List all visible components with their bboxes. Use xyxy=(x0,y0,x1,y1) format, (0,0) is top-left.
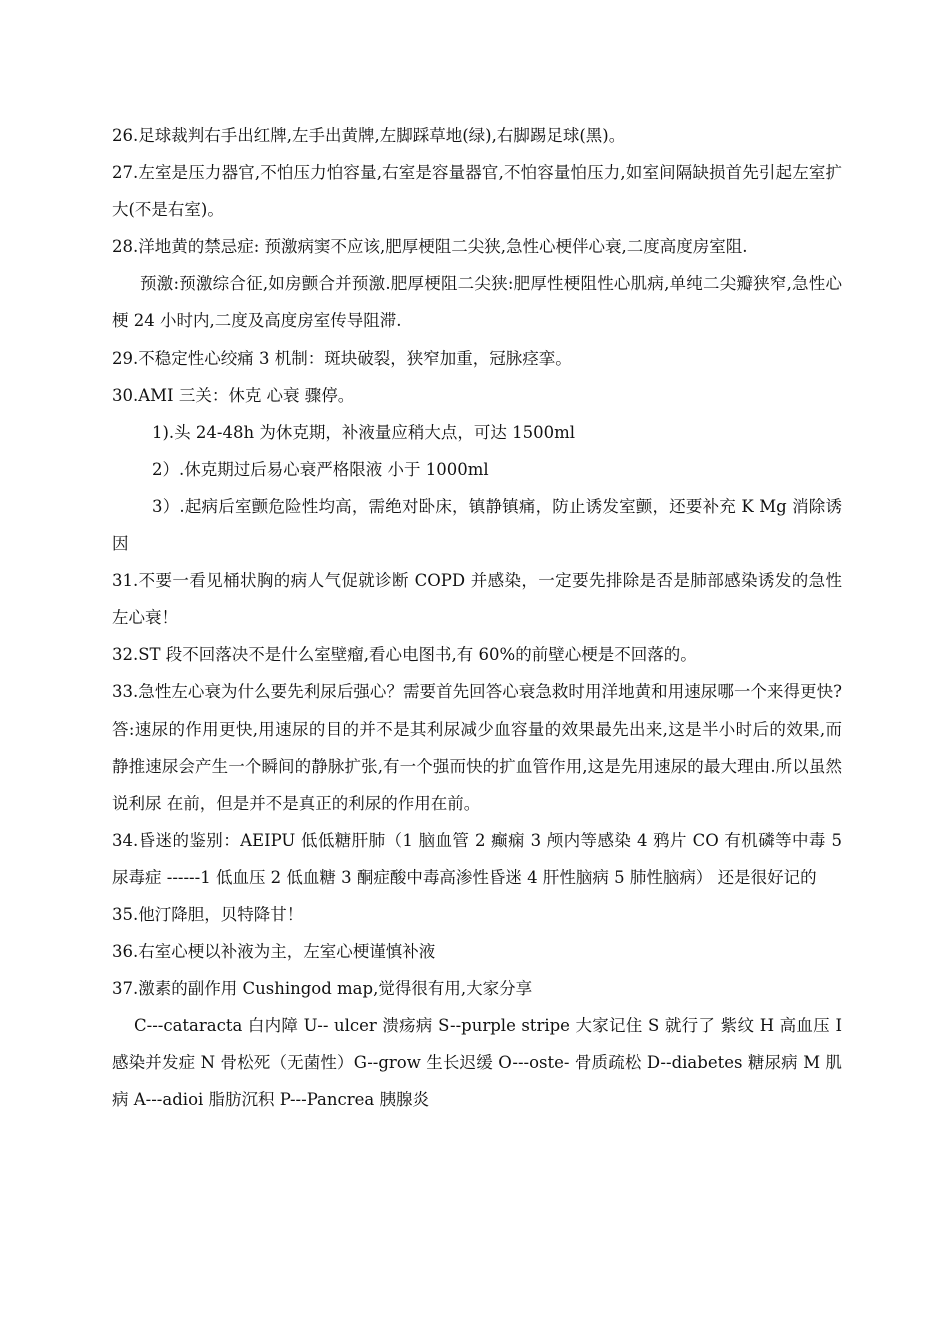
paragraph-35: 35.他汀降胆，贝特降甘！ xyxy=(112,904,304,924)
paragraph-34: 34.昏迷的鉴别：AEIPU 低低糖肝肺（1 脑血管 2 癫痫 3 颅内等感染 4 鸦片 CO 有机磷等中毒 5 尿毒症 ------1 低血压 2 低血糖 3 酮症酸中毒高渗性昏迷 4 肝性脑病 5 肺性脑病） 还是很好记的 xyxy=(112,830,842,887)
paragraph-27: 27.左室是压力器官,不怕压力怕容量,右室是容量器官,不怕容量怕压力,如室间隔缺损首先引起左室扩大(不是右室)。 xyxy=(112,163,842,220)
paragraph-28-note: 预激:预激综合征,如房颤合并预激.肥厚梗阻二尖狭:肥厚性梗阻性心肌病,单纯二尖瓣狭窄,急性心梗 24 小时内,二度及高度房室传导阻滞. xyxy=(112,274,842,331)
paragraph-32: 32.ST 段不回落决不是什么室壁瘤,看心电图书,有 60%的前壁心梗是不回落的。 xyxy=(112,645,697,665)
paragraph-31: 31.不要一看见桶状胸的病人气促就诊断 COPD 并感染，一定要先排除是否是肺部感染诱发的急性左心衰！ xyxy=(112,571,842,628)
paragraph-30-item-1: 1).头 24-48h 为休克期，补液量应稍大点，可达 1500ml xyxy=(152,422,576,442)
paragraph-37-mnemonic: C---cataracta 白内障 U-- ulcer 溃疡病 S--purple stripe 大家记住 S 就行了 紫纹 H 高血压 I 感染并发症 N 骨松死（无菌性）G--grow 生长迟缓 O---oste- 骨质疏松 D--diabetes 糖尿病 M 肌病 A---adioi 脂肪沉积 P---Pancrea 胰腺炎 xyxy=(112,1016,842,1110)
paragraph-29: 29.不稳定性心绞痛 3 机制：斑块破裂，狭窄加重，冠脉痉挛。 xyxy=(112,348,572,368)
document-body xyxy=(112,117,842,1119)
paragraph-30-item-2: 2）.休克期过后易心衰严格限液 小于 1000ml xyxy=(152,459,489,479)
paragraph-28: 28.洋地黄的禁忌症: 预激病窦不应该,肥厚梗阻二尖狭,急性心梗伴心衰,二度高度房室阻. xyxy=(112,237,748,257)
paragraph-37: 37.激素的副作用 Cushingod map,觉得很有用,大家分享 xyxy=(112,979,533,999)
paragraph-36: 36.右室心梗以补液为主，左室心梗谨慎补液 xyxy=(112,942,436,962)
paragraph-30: 30.AMI 三关：休克 心衰 骤停。 xyxy=(112,385,355,405)
paragraph-30-item-3: 3）.起病后室颤危险性均高，需绝对卧床，镇静镇痛，防止诱发室颤，还要补充 K Mg 消除诱因 xyxy=(112,496,842,554)
paragraph-26: 26.足球裁判右手出红牌,左手出黄牌,左脚踩草地(绿),右脚踢足球(黑)。 xyxy=(112,126,626,145)
paragraph-33: 33.急性左心衰为什么要先利尿后强心？需要首先回答心衰急救时用洋地黄和用速尿哪一个来得更快?答:速尿的作用更快,用速尿的目的并不是其利尿减少血容量的效果最先出来,这是半小时后的效果,而静推速尿会产生一个瞬间的静脉扩张,有一个强而快的扩血管作用,这是先用速尿的最大理由.所以虽然说利尿 在前，但是并不是真正的利尿的作用在前。 xyxy=(112,682,842,813)
